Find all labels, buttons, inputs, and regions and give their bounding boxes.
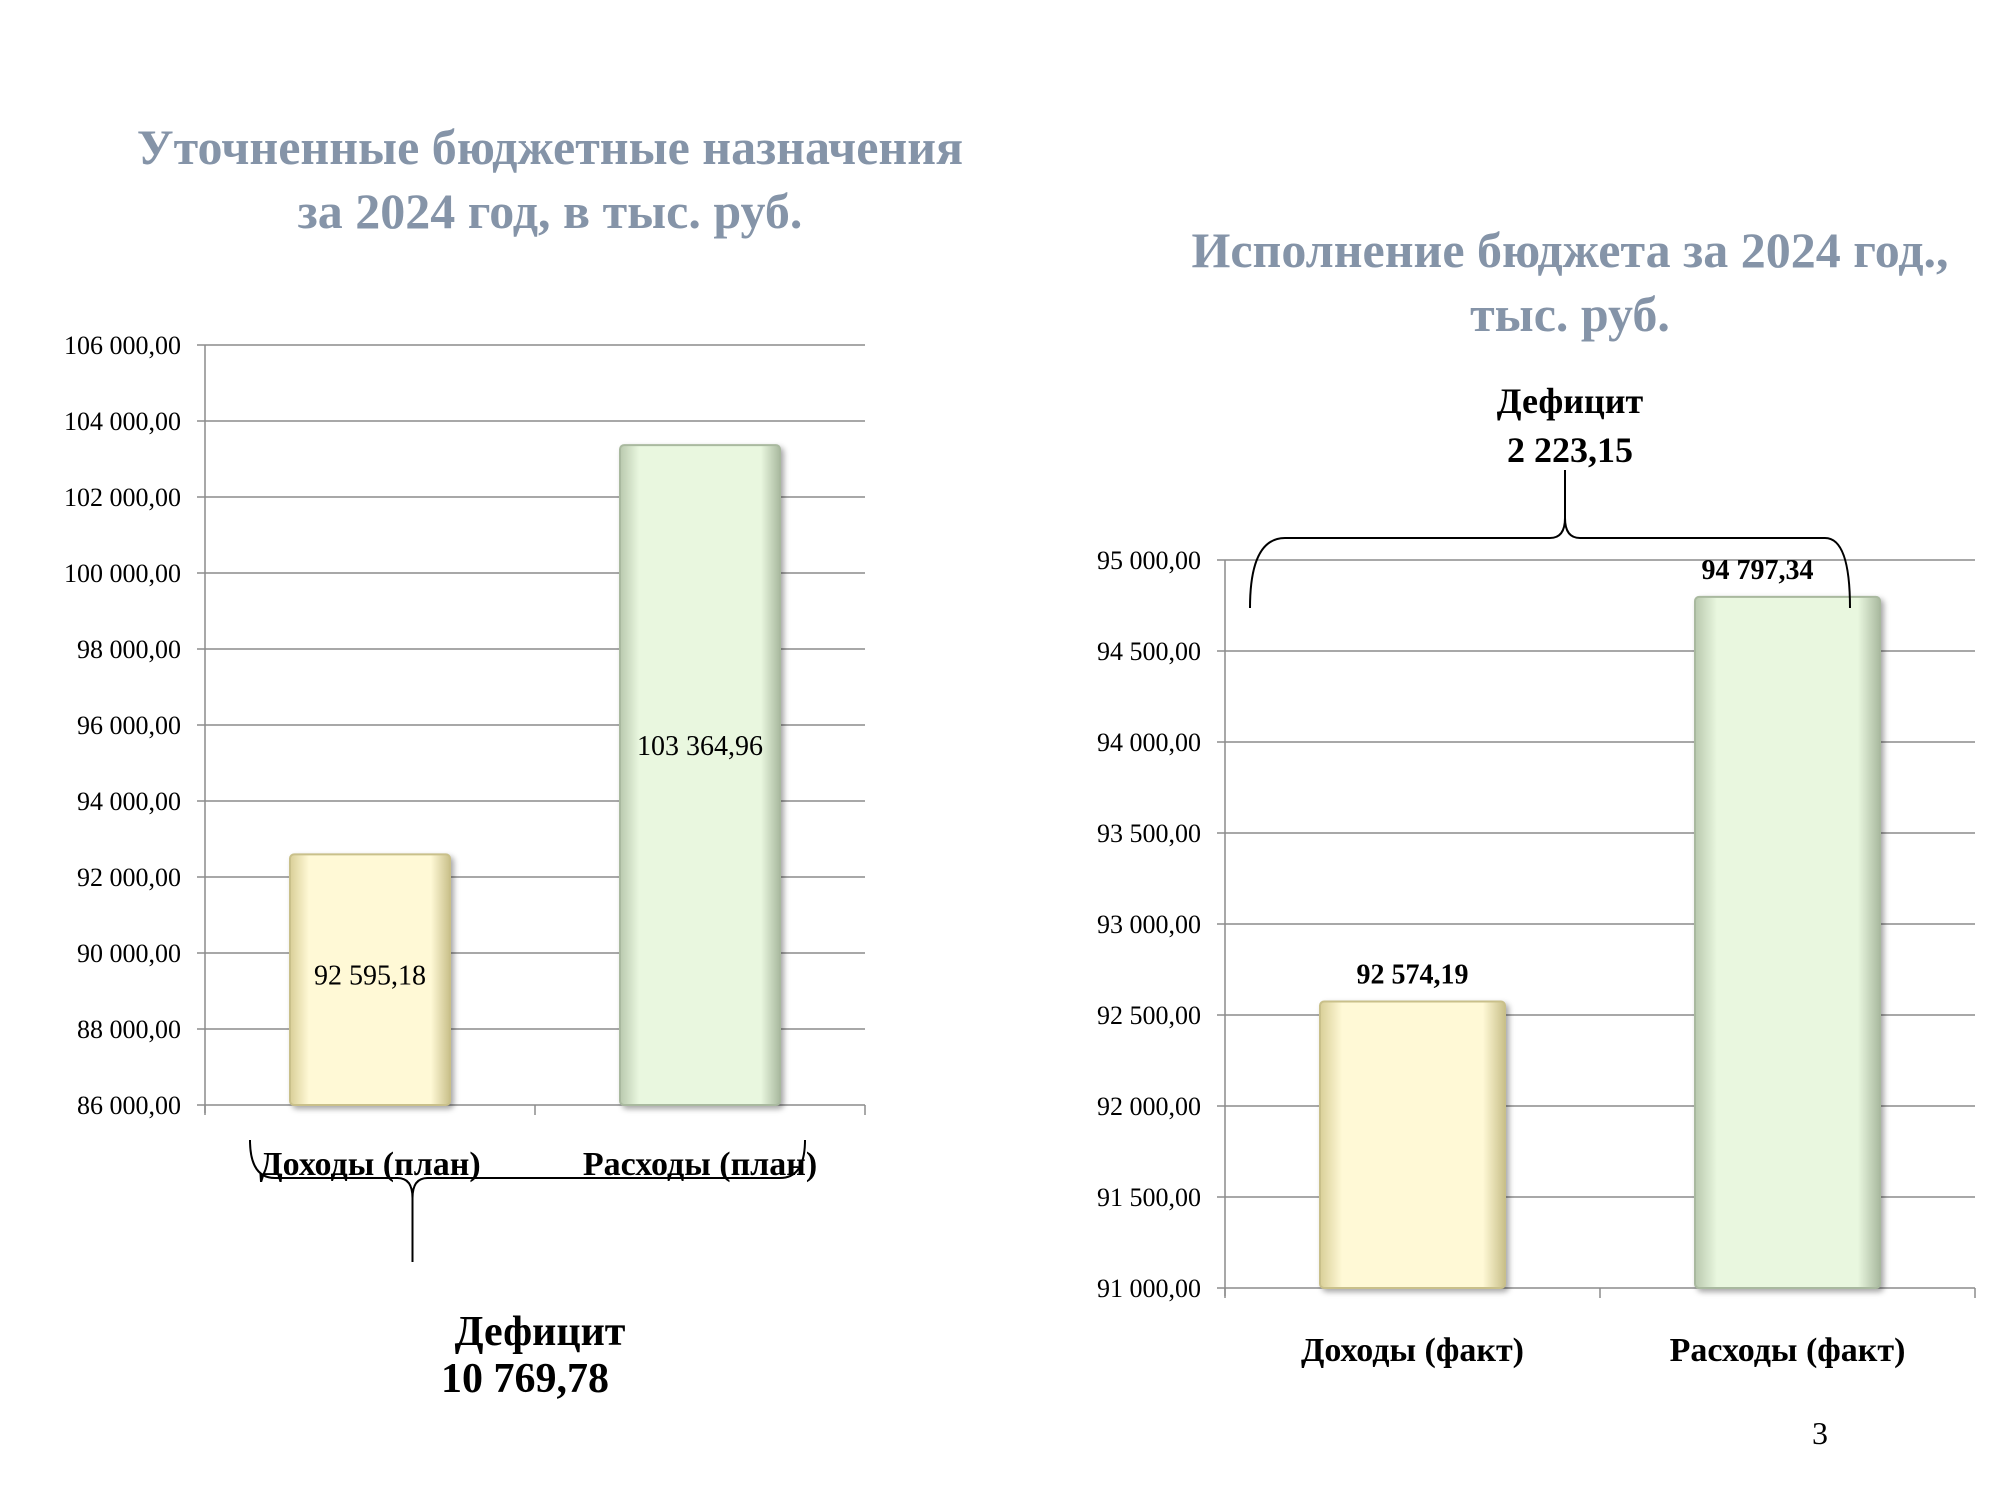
bar-income (1320, 1001, 1505, 1288)
chart-title-actual: Исполнение бюджета за 2024 год., тыс. руб. (1191, 222, 1949, 342)
y-tick-label: 104 000,00 (64, 407, 181, 436)
y-tick-label: 96 000,00 (77, 711, 181, 740)
chart-title-plan: Уточненные бюджетные назначения за 2024 год, в тыс. руб. (136, 119, 964, 239)
y-tick-label: 93 500,00 (1097, 819, 1201, 848)
bar-expense (620, 445, 780, 1105)
data-label: 92 574,19 (1356, 959, 1469, 991)
chart-plan (64, 331, 865, 1402)
deficit-brace (1250, 470, 1850, 608)
y-tick-label: 91 500,00 (1097, 1183, 1201, 1212)
y-tick-label: 92 000,00 (77, 863, 181, 892)
deficit-value: 2 223,15 (1507, 430, 1633, 470)
data-label: 94 797,34 (1701, 554, 1814, 586)
y-tick-label: 106 000,00 (64, 331, 181, 360)
y-tick-label: 102 000,00 (64, 483, 181, 512)
category-label: Расходы (факт) (1669, 1332, 1906, 1369)
data-label: 103 364,96 (637, 731, 763, 763)
category-label: Расходы (план) (582, 1146, 818, 1183)
y-tick-label: 100 000,00 (64, 559, 181, 588)
deficit-label: Дефицит (454, 1309, 626, 1355)
deficit-value: 10 769,78 (441, 1356, 609, 1402)
chart-actual (1097, 381, 1975, 1369)
y-tick-label: 90 000,00 (77, 939, 181, 968)
y-tick-label: 86 000,00 (77, 1091, 181, 1120)
category-label: Доходы (факт) (1301, 1332, 1524, 1369)
category-label: Доходы (план) (259, 1146, 481, 1183)
y-tick-label: 92 500,00 (1097, 1001, 1201, 1030)
data-label: 92 595,18 (314, 960, 426, 992)
y-tick-label: 93 000,00 (1097, 910, 1201, 939)
bar-expense (1695, 597, 1880, 1288)
y-tick-label: 94 000,00 (1097, 728, 1201, 757)
y-tick-label: 95 000,00 (1097, 546, 1201, 575)
y-tick-label: 88 000,00 (77, 1015, 181, 1044)
deficit-label: Дефицит (1496, 381, 1644, 421)
page-number: 3 (1812, 1415, 1828, 1451)
y-tick-label: 92 000,00 (1097, 1092, 1201, 1121)
y-tick-label: 94 500,00 (1097, 637, 1201, 666)
y-tick-label: 98 000,00 (77, 635, 181, 664)
y-tick-label: 94 000,00 (77, 787, 181, 816)
y-tick-label: 91 000,00 (1097, 1274, 1201, 1303)
